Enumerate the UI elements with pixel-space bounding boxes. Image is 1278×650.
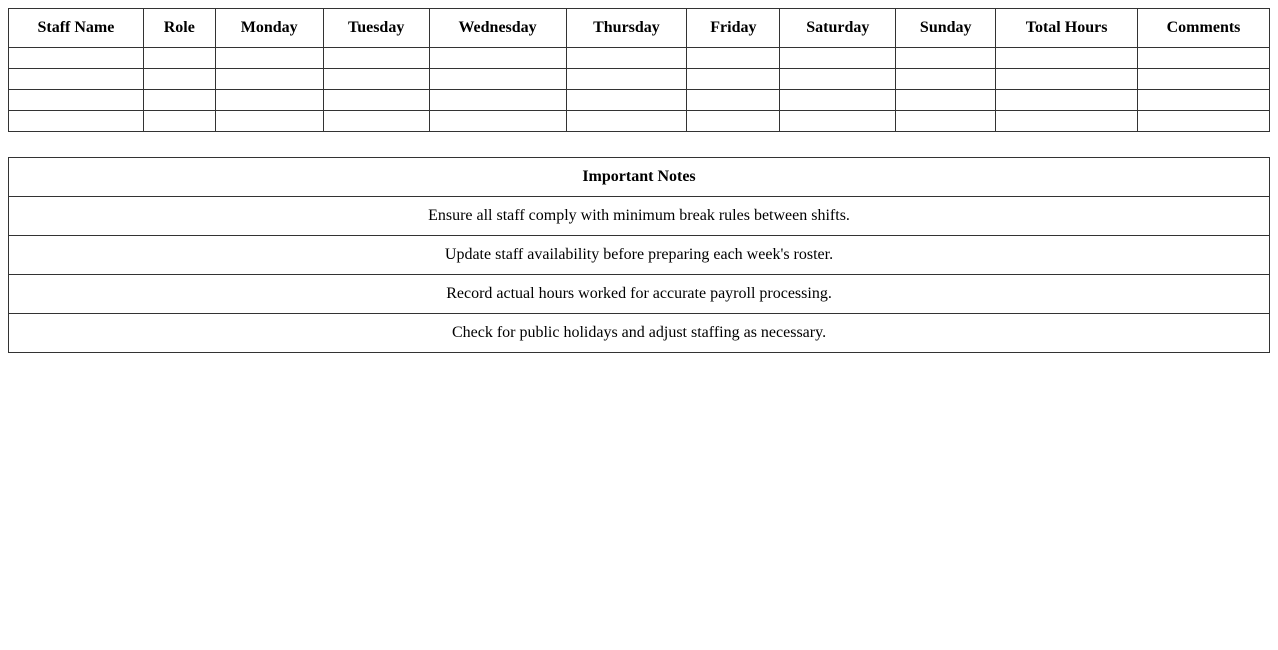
notes-title: Important Notes [9, 158, 1270, 197]
note-text: Check for public holidays and adjust staffing as necessary. [9, 314, 1270, 353]
col-total-hours: Total Hours [996, 9, 1138, 48]
col-comments: Comments [1138, 9, 1270, 48]
roster-cell[interactable] [323, 48, 429, 69]
roster-cell[interactable] [429, 48, 566, 69]
note-row [9, 197, 1270, 236]
roster-cell[interactable] [687, 90, 780, 111]
col-thursday: Thursday [566, 9, 687, 48]
roster-cell[interactable] [429, 90, 566, 111]
roster-cell[interactable] [215, 90, 323, 111]
roster-cell[interactable] [143, 90, 215, 111]
roster-cell[interactable] [566, 111, 687, 132]
important-notes-table [8, 157, 1270, 353]
roster-cell[interactable] [1138, 48, 1270, 69]
roster-row [9, 48, 1270, 69]
roster-cell[interactable] [215, 69, 323, 90]
roster-cell[interactable] [9, 69, 144, 90]
roster-cell[interactable] [996, 90, 1138, 111]
roster-cell[interactable] [780, 111, 896, 132]
roster-cell[interactable] [780, 90, 896, 111]
roster-cell[interactable] [215, 111, 323, 132]
roster-cell[interactable] [780, 48, 896, 69]
roster-row [9, 69, 1270, 90]
roster-cell[interactable] [1138, 90, 1270, 111]
notes-header-row [9, 158, 1270, 197]
roster-cell[interactable] [996, 69, 1138, 90]
roster-header-row [9, 9, 1270, 48]
col-tuesday: Tuesday [323, 9, 429, 48]
roster-cell[interactable] [323, 111, 429, 132]
roster-cell[interactable] [9, 90, 144, 111]
roster-cell[interactable] [429, 69, 566, 90]
note-text: Update staff availability before preparing each week's roster. [9, 236, 1270, 275]
roster-cell[interactable] [323, 69, 429, 90]
col-friday: Friday [687, 9, 780, 48]
roster-row [9, 111, 1270, 132]
col-sunday: Sunday [896, 9, 996, 48]
roster-cell[interactable] [896, 48, 996, 69]
roster-cell[interactable] [687, 69, 780, 90]
col-wednesday: Wednesday [429, 9, 566, 48]
roster-cell[interactable] [687, 111, 780, 132]
roster-cell[interactable] [566, 90, 687, 111]
roster-cell[interactable] [143, 111, 215, 132]
roster-cell[interactable] [780, 69, 896, 90]
roster-cell[interactable] [896, 90, 996, 111]
roster-cell[interactable] [9, 48, 144, 69]
roster-cell[interactable] [896, 111, 996, 132]
note-text: Record actual hours worked for accurate payroll processing. [9, 275, 1270, 314]
roster-cell[interactable] [1138, 69, 1270, 90]
note-text: Ensure all staff comply with minimum break rules between shifts. [9, 197, 1270, 236]
roster-cell[interactable] [323, 90, 429, 111]
roster-cell[interactable] [429, 111, 566, 132]
roster-row [9, 90, 1270, 111]
note-row [9, 275, 1270, 314]
col-saturday: Saturday [780, 9, 896, 48]
roster-cell[interactable] [215, 48, 323, 69]
note-row [9, 236, 1270, 275]
roster-cell[interactable] [143, 48, 215, 69]
note-row [9, 314, 1270, 353]
roster-table [8, 8, 1270, 132]
roster-cell[interactable] [143, 69, 215, 90]
roster-cell[interactable] [566, 69, 687, 90]
roster-cell[interactable] [996, 111, 1138, 132]
roster-cell[interactable] [896, 69, 996, 90]
col-monday: Monday [215, 9, 323, 48]
roster-cell[interactable] [687, 48, 780, 69]
col-role: Role [143, 9, 215, 48]
roster-cell[interactable] [9, 111, 144, 132]
col-staff-name: Staff Name [9, 9, 144, 48]
roster-cell[interactable] [566, 48, 687, 69]
roster-cell[interactable] [1138, 111, 1270, 132]
roster-cell[interactable] [996, 48, 1138, 69]
